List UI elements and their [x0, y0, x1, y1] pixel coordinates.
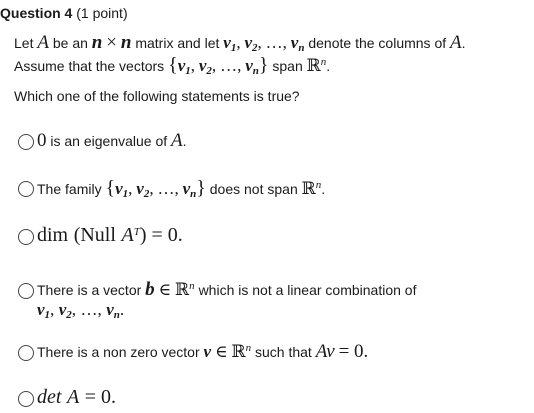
- vector-b: b: [145, 279, 155, 300]
- vector-v2: $v_2$: [136, 179, 150, 200]
- product-Av: Av: [315, 341, 335, 362]
- vector-v1: $v_1$: [177, 56, 191, 77]
- symbol-n: n: [120, 32, 132, 53]
- vector-v1: $v_1$: [37, 300, 51, 321]
- question-points: (1 point): [76, 5, 128, 21]
- prompt-line-2: Assume that the vectors {$v_1$, $v_2$, …, $v_n$} span ℝ$^n$.: [14, 54, 331, 77]
- vector-v1: $v_1$: [115, 179, 129, 200]
- option-4-pre: There is a vector: [37, 282, 142, 298]
- question-number: Question 4: [0, 5, 73, 21]
- prompt-matrix-let: matrix and let: [135, 35, 220, 51]
- symbol-n: n: [91, 32, 103, 53]
- prompt-denote: denote the columns of: [308, 35, 447, 51]
- option-2-radio[interactable]: [18, 181, 34, 197]
- real-space-Rn: ℝ$^n$: [301, 179, 322, 198]
- equals-zero: = 0.: [338, 341, 369, 362]
- vector-v1: $v_1$: [223, 33, 237, 54]
- matrix-A-transpose: $A^T$: [121, 224, 140, 246]
- vector-v2: $v_2$: [198, 56, 212, 77]
- option-4-radio[interactable]: [18, 283, 34, 299]
- prompt-question: Which one of the following statements is true?: [14, 88, 300, 104]
- option-3-label[interactable]: [37, 224, 183, 247]
- vector-v2: $v_2$: [244, 33, 258, 54]
- element-of-symbol: ∈: [214, 342, 228, 361]
- matrix-symbol-A: A: [37, 32, 49, 53]
- equals-zero: = 0.: [84, 386, 117, 408]
- equals-zero: ) = 0.: [139, 224, 183, 246]
- ellipsis: …: [265, 33, 283, 52]
- option-4-vectors: $v_1$, $v_2$, …, $v_n$.: [37, 300, 125, 321]
- comma: ,: [236, 33, 241, 52]
- vector-vn: $v_n$: [106, 300, 120, 321]
- left-brace: {: [105, 177, 116, 199]
- option-5-radio[interactable]: [18, 345, 34, 361]
- option-5-pre: There is a non zero vector: [37, 344, 200, 360]
- period: .: [326, 58, 331, 74]
- period: .: [461, 35, 466, 51]
- matrix-symbol-A: A: [171, 130, 183, 151]
- vector-vn: $v_n$: [290, 33, 305, 54]
- option-4-label[interactable]: [37, 279, 416, 301]
- ellipsis: …: [157, 179, 175, 198]
- real-space-Rn: ℝ$^n$: [231, 342, 252, 361]
- prompt-let: Let: [14, 35, 34, 51]
- option-1-label[interactable]: [37, 130, 187, 152]
- left-brace: {: [168, 54, 178, 76]
- option-3-radio[interactable]: [18, 229, 34, 245]
- null-space-label: (Null: [73, 224, 116, 246]
- question-title: [0, 5, 128, 21]
- option-2-pre: The family: [37, 181, 102, 197]
- element-of-symbol: ∈: [158, 280, 172, 299]
- comma: ,: [282, 33, 287, 52]
- period: .: [119, 300, 125, 319]
- vector-vn: $v_n$: [245, 56, 259, 77]
- vector-v: v: [203, 342, 212, 361]
- prompt-span: span: [272, 58, 303, 74]
- det-operator: det: [37, 386, 62, 408]
- option-5-post: such that: [254, 344, 312, 360]
- period: .: [182, 133, 187, 149]
- zero-symbol: 0: [37, 130, 47, 151]
- matrix-symbol-A: A: [450, 32, 462, 53]
- option-6-radio[interactable]: [18, 391, 34, 407]
- comma: ,: [257, 33, 262, 52]
- option-6-label[interactable]: [37, 386, 116, 409]
- prompt-be-an: be an: [52, 35, 88, 51]
- period: .: [321, 181, 326, 197]
- option-1-radio[interactable]: [18, 134, 34, 150]
- real-space-Rn: ℝ$^n$: [175, 280, 195, 299]
- option-2-label[interactable]: The family {$v_1$, $v_2$, …, $v_n$} does not span ℝ$^n$.: [37, 177, 326, 200]
- option-1-text: is an eigenvalue of: [50, 133, 168, 149]
- vector-v2: $v_2$: [58, 300, 72, 321]
- matrix-symbol-A: A: [67, 386, 80, 408]
- ellipsis: …: [80, 300, 98, 319]
- real-space-Rn: ℝ$^n$: [306, 56, 327, 75]
- times-symbol: ×: [106, 32, 117, 53]
- right-brace: }: [196, 177, 206, 199]
- ellipsis: …: [220, 56, 238, 75]
- option-4-post: which is not a linear combination of: [198, 282, 417, 298]
- right-brace: }: [258, 54, 269, 76]
- dim-operator: dim: [37, 224, 69, 246]
- vector-vn: $v_n$: [182, 179, 197, 200]
- option-5-label[interactable]: [37, 341, 368, 363]
- prompt-assume: Assume that the vectors: [14, 58, 165, 74]
- option-2-post: does not span: [209, 181, 298, 197]
- prompt-line-1: [14, 32, 466, 54]
